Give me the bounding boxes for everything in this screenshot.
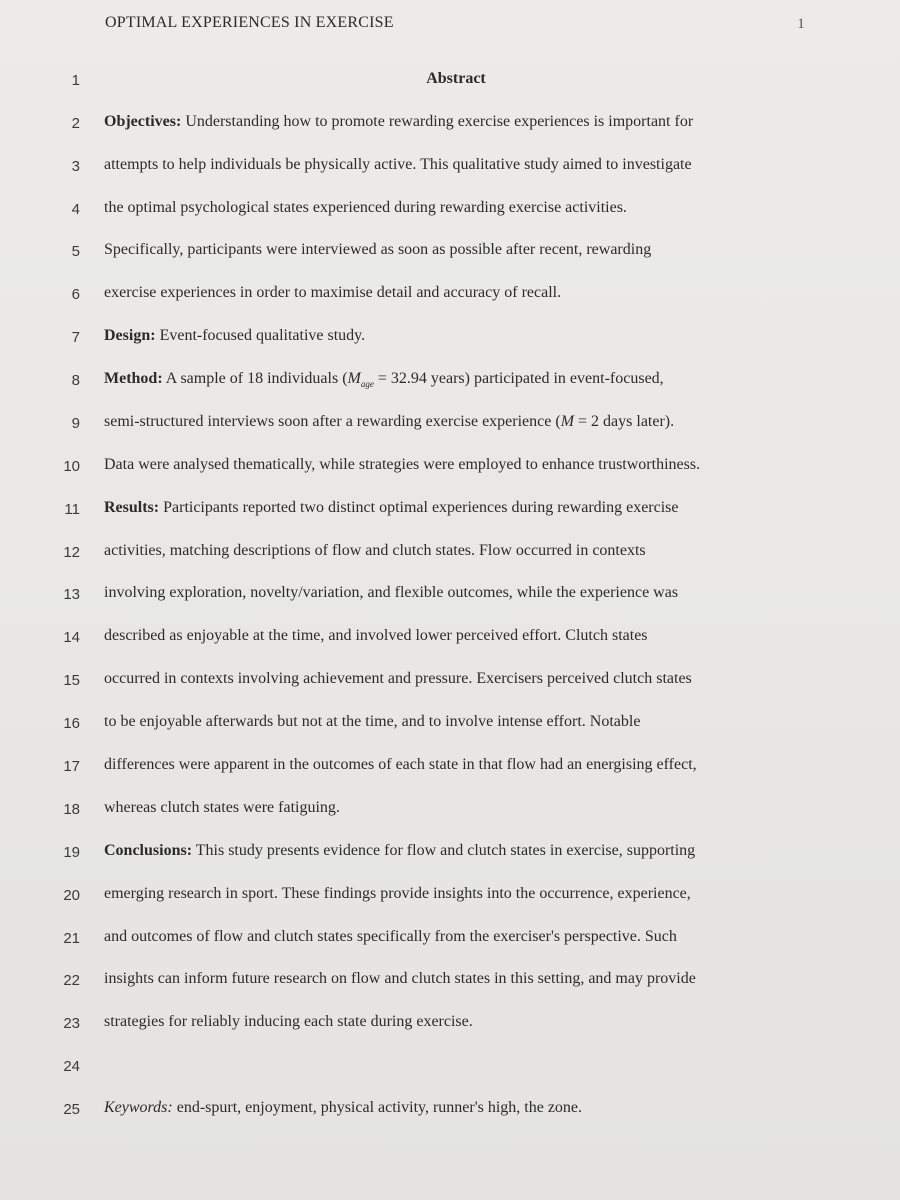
- line-text: [104, 413, 814, 431]
- line: [0, 323, 900, 353]
- line-number: 9: [71, 415, 80, 432]
- line-text: [104, 1099, 814, 1117]
- line-number: 3: [71, 158, 80, 175]
- line-text: activities, matching descriptions of flow and clutch states. Flow occurred in contexts: [104, 542, 646, 559]
- line-text: to be enjoyable afterwards but not at the time, and to involve intense effort. Notable: [104, 713, 641, 730]
- line-text: described as enjoyable at the time, and involved lower perceived effort. Clutch states: [104, 627, 648, 644]
- line: [0, 752, 900, 782]
- line: [0, 152, 900, 182]
- line-text: [104, 327, 814, 345]
- line: [0, 280, 900, 310]
- line-text: Data were analysed thematically, while strategies were employed to enhance trustworthiness.: [104, 456, 701, 473]
- mean-symbol: M: [560, 413, 575, 430]
- line-text: involving exploration, novelty/variation, and flexible outcomes, while the experience was: [104, 584, 679, 601]
- line: [0, 109, 900, 139]
- line-text: the optimal psychological states experienced during rewarding exercise activities.: [104, 199, 627, 216]
- line-number: 5: [71, 243, 80, 260]
- line-number: 23: [63, 1015, 80, 1032]
- line-content: Event-focused qualitative study.: [155, 327, 366, 344]
- line-text: [104, 370, 814, 389]
- line: [0, 237, 900, 267]
- line-text: attempts to help individuals be physically active. This qualitative study aimed to investigate: [104, 156, 692, 173]
- line-text: differences were apparent in the outcomes of each state in that flow had an energising effect,: [104, 756, 697, 773]
- line-number: 14: [63, 629, 80, 646]
- section-label-conclusions: Conclusions:: [104, 842, 193, 859]
- line: [0, 366, 900, 396]
- line-content: Understanding how to promote rewarding exercise experiences is important for: [181, 113, 694, 130]
- line-number: 16: [63, 715, 80, 732]
- line: [0, 409, 900, 439]
- line: [0, 495, 900, 525]
- line-content: = 2 days later).: [574, 413, 675, 430]
- line-number: 17: [63, 758, 80, 775]
- line: [0, 1095, 900, 1125]
- line-number: 8: [71, 372, 80, 389]
- line: [0, 924, 900, 954]
- line: [0, 881, 900, 911]
- line: [0, 795, 900, 825]
- line-number: 4: [71, 201, 80, 218]
- line-text: and outcomes of flow and clutch states specifically from the exerciser's perspective. Such: [104, 928, 677, 945]
- line: [0, 666, 900, 696]
- line-number: 20: [63, 887, 80, 904]
- line-number: 13: [63, 586, 80, 603]
- section-label-design: Design:: [104, 327, 156, 344]
- line-content: Participants reported two distinct optimal experiences during rewarding exercise: [159, 499, 679, 516]
- line-content: This study presents evidence for flow and clutch states in exercise, supporting: [192, 842, 696, 859]
- section-label-results: Results:: [104, 499, 160, 516]
- line-text: whereas clutch states were fatiguing.: [104, 799, 340, 816]
- line-number: 18: [63, 801, 80, 818]
- section-label-objectives: Objectives:: [104, 113, 182, 130]
- line-number: 10: [63, 458, 80, 475]
- line: [0, 966, 900, 996]
- line: [0, 452, 900, 482]
- line: [0, 1009, 900, 1039]
- line-content: semi-structured interviews soon after a rewarding exercise experience (: [104, 413, 561, 430]
- line-number: 11: [64, 501, 80, 518]
- running-title: OPTIMAL EXPERIENCES IN EXERCISE: [105, 14, 394, 31]
- line-number: 24: [63, 1058, 80, 1075]
- line: [0, 623, 900, 653]
- line: [0, 838, 900, 868]
- line-text: insights can inform future research on flow and clutch states in this setting, and may provide: [104, 970, 696, 987]
- line: [0, 195, 900, 225]
- section-label-method: Method:: [104, 370, 163, 387]
- line: [0, 1052, 900, 1082]
- line: [0, 580, 900, 610]
- line-number: 19: [63, 844, 80, 861]
- line: [0, 709, 900, 739]
- line-content: A sample of 18 individuals (: [162, 370, 348, 387]
- line-content: = 32.94 years) participated in event-focused,: [373, 370, 664, 387]
- line-content: end-spurt, enjoyment, physical activity, runner's high, the zone.: [172, 1099, 583, 1116]
- line: [0, 66, 900, 96]
- abstract-heading: Abstract: [426, 70, 486, 87]
- line-number: 21: [63, 930, 80, 947]
- line: [0, 538, 900, 568]
- line-text: [104, 842, 814, 860]
- line-number: 7: [71, 329, 80, 346]
- line-text: strategies for reliably inducing each state during exercise.: [104, 1013, 473, 1030]
- line-text: emerging research in sport. These findings provide insights into the occurrence, experience,: [104, 885, 691, 902]
- line-text: [104, 499, 814, 517]
- mean-subscript: age: [360, 379, 374, 390]
- keywords-label: Keywords:: [104, 1099, 173, 1116]
- line-text: exercise experiences in order to maximise detail and accuracy of recall.: [104, 284, 562, 301]
- line-number: 12: [63, 544, 80, 561]
- line-number: 22: [63, 972, 80, 989]
- mean-symbol: M: [347, 370, 361, 387]
- page-number: 1: [797, 16, 805, 32]
- line-text: [104, 113, 814, 131]
- line-text: occurred in contexts involving achievement and pressure. Exercisers perceived clutch states: [104, 670, 692, 687]
- line-number: 1: [71, 72, 80, 89]
- line-number: 2: [71, 115, 80, 132]
- line-number: 6: [71, 286, 80, 303]
- line-number: 15: [63, 672, 80, 689]
- line-text: Specifically, participants were interviewed as soon as possible after recent, rewarding: [104, 241, 652, 258]
- line-number: 25: [63, 1101, 80, 1118]
